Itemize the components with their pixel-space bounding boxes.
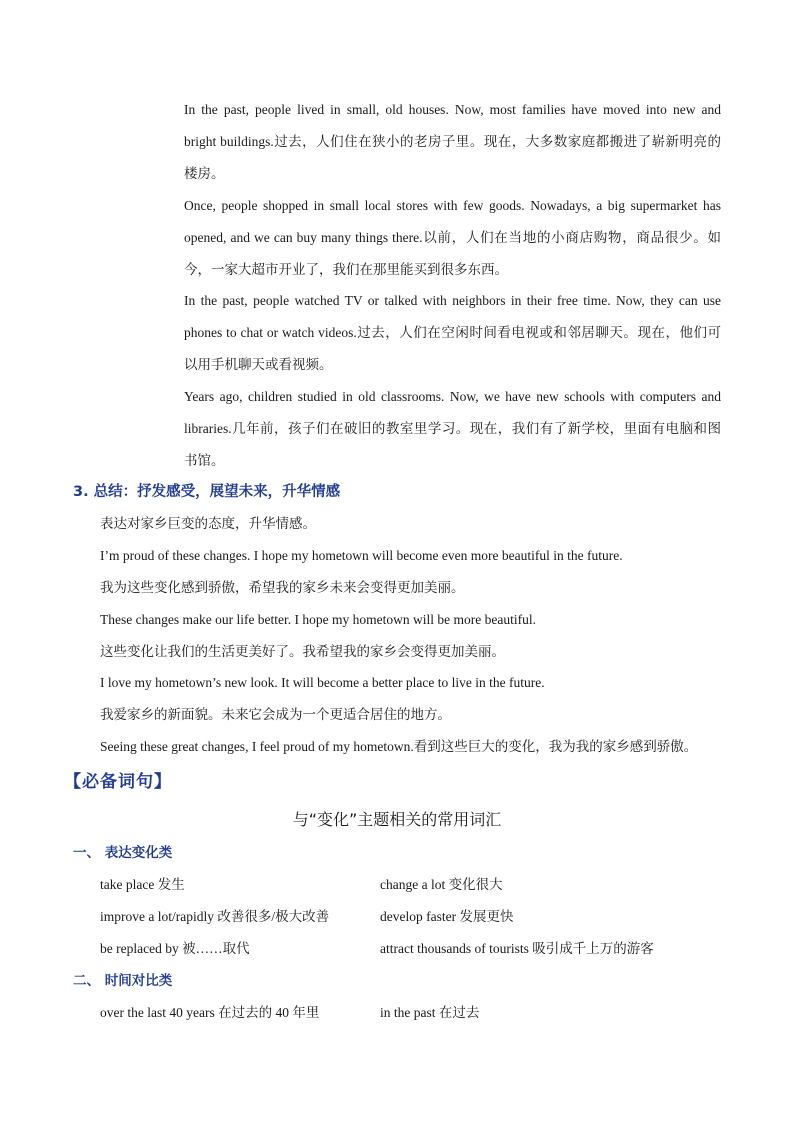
section-title: 【必备词句】 [64,772,172,792]
paragraph-2-line-1: Once, people shopped in small local stores with few goods. Nowadays, a big supermarket has [184,198,721,213]
summary-line-8: Seeing these great changes, I feel proud of my hometown.看到这些巨大的变化，我为我的家乡感到骄傲。 [100,739,698,754]
paragraph-4-line-3: 书馆。 [184,453,225,468]
vocab-group-1-heading: 一、 表达变化类 [73,845,173,861]
paragraph-3-line-1: In the past, people watched TV or talked with neighbors in their free time. Now, they can use [184,293,721,308]
vocab-group-2-heading: 二、 时间对比类 [73,973,173,989]
paragraph-2-line-2: opened, and we can buy many things there.以前，人们在当地的小商店购物，商品很少。如 [184,230,721,245]
paragraph-2-line-3: 今，一家大超市开业了，我们在那里能买到很多东西。 [184,262,508,277]
vocab-item: take place 发生 [100,877,185,892]
summary-line-5: 这些变化让我们的生活更美好了。我希望我的家乡会变得更加美丽。 [100,644,505,659]
vocab-item: be replaced by 被……取代 [100,941,250,956]
paragraph-1-line-1: In the past, people lived in small, old houses. Now, most families have moved into new and [184,102,721,117]
summary-heading: 3. 总结：抒发感受，展望未来，升华情感 [73,484,341,500]
vocab-item: develop faster 发展更快 [380,909,514,924]
summary-line-3: 我为这些变化感到骄傲，希望我的家乡未来会变得更加美丽。 [100,580,465,595]
paragraph-4-line-2: libraries.几年前，孩子们在破旧的教室里学习。现在，我们有了新学校，里面有电脑和图 [184,421,721,436]
vocab-item: over the last 40 years 在过去的 40 年里 [100,1005,320,1020]
summary-line-1: 表达对家乡巨变的态度，升华情感。 [100,516,316,531]
summary-line-2: I’m proud of these changes. I hope my hometown will become even more beautiful in the future. [100,548,623,563]
paragraph-1-line-2: bright buildings.过去，人们住在狭小的老房子里。现在，大多数家庭都搬进了崭新明亮的 [184,134,721,149]
paragraph-3-line-3: 以用手机聊天或看视频。 [184,357,333,372]
summary-line-7: 我爱家乡的新面貌。未来它会成为一个更适合居住的地方。 [100,707,451,722]
paragraph-3-line-2: phones to chat or watch videos.过去，人们在空闲时间看电视或和邻居聊天。现在，他们可 [184,325,721,340]
vocab-item: attract thousands of tourists 吸引成千上万的游客 [380,941,654,956]
summary-line-4: These changes make our life better. I hope my hometown will be more beautiful. [100,612,536,627]
vocab-item: in the past 在过去 [380,1005,480,1020]
summary-line-6: I love my hometown’s new look. It will become a better place to live in the future. [100,675,545,690]
paragraph-4-line-1: Years ago, children studied in old classrooms. Now, we have new schools with computers and [184,389,721,404]
vocab-item: change a lot 变化很大 [380,877,503,892]
vocab-item: improve a lot/rapidly 改善很多/极大改善 [100,909,330,924]
vocab-center-title: 与“变化”主题相关的常用词汇 [292,810,502,829]
paragraph-1-line-3: 楼房。 [184,166,225,181]
